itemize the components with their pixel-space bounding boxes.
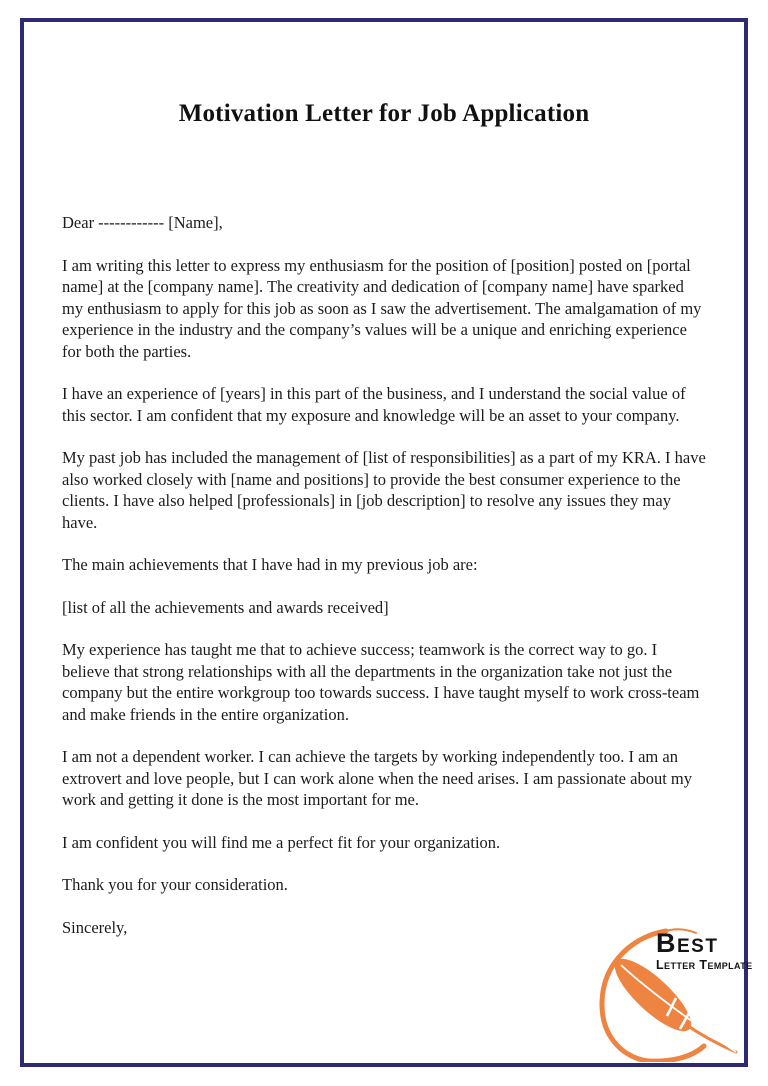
letter-body — [62, 212, 708, 959]
paragraph-independence: I am not a dependent worker. I can achieve the targets by working independently too. I am an extrovert and love people, but I can work alone when the need arises. I am passionate about my work and getting it done is the most important for me. — [62, 747, 692, 809]
paragraph-intro: I am writing this letter to express my enthusiasm for the position of [position] posted on [portal name] at the [company name]. The creativity and dedication of [company name] have sparked my enthusiasm to apply for this job as soon as I saw the advertisement. The amalgamation of my experience in the industry and the company’s values will be a unique and enriching experience for both the parties. — [62, 255, 702, 361]
brand-name: BEST — [656, 928, 719, 958]
paragraph-past-job: My past job has included the management of [list of responsibilities] as a part of my KRA. I have also worked closely with [name and positions] to provide the best consumer experience to the clients. I have also helped [professionals] in [job description] to resolve any issues they may have. — [62, 448, 706, 532]
paragraph-achievements-placeholder: [list of all the achievements and awards received] — [62, 597, 389, 617]
closing-sincerely: Sincerely, — [62, 917, 128, 937]
paragraph-thanks: Thank you for your consideration. — [62, 875, 288, 894]
letter-title: Motivation Letter for Job Application — [178, 100, 590, 127]
paragraph-teamwork: My experience has taught me that to achieve success; teamwork is the correct way to go. I believe that strong relationships with all the departments in the organization take not just the company but the entire workgroup too towards success. I have taught myself to work cross-team and make friends in the entire organization. — [62, 640, 700, 724]
brand-tagline: Letter Template — [656, 958, 753, 972]
paragraph-achievements-lead: The main achievements that I have had in my previous job are: — [62, 555, 478, 574]
paragraph-experience: I have an experience of [years] in this part of the business, and I understand the social value of this sector. I am confident that my exposure and knowledge will be an asset to your company. — [62, 384, 686, 425]
paragraph-confidence: I am confident you will find me a perfect fit for your organization. — [62, 832, 501, 852]
brand-logo — [596, 920, 760, 1062]
salutation: Dear ------------ [Name], — [62, 213, 223, 232]
